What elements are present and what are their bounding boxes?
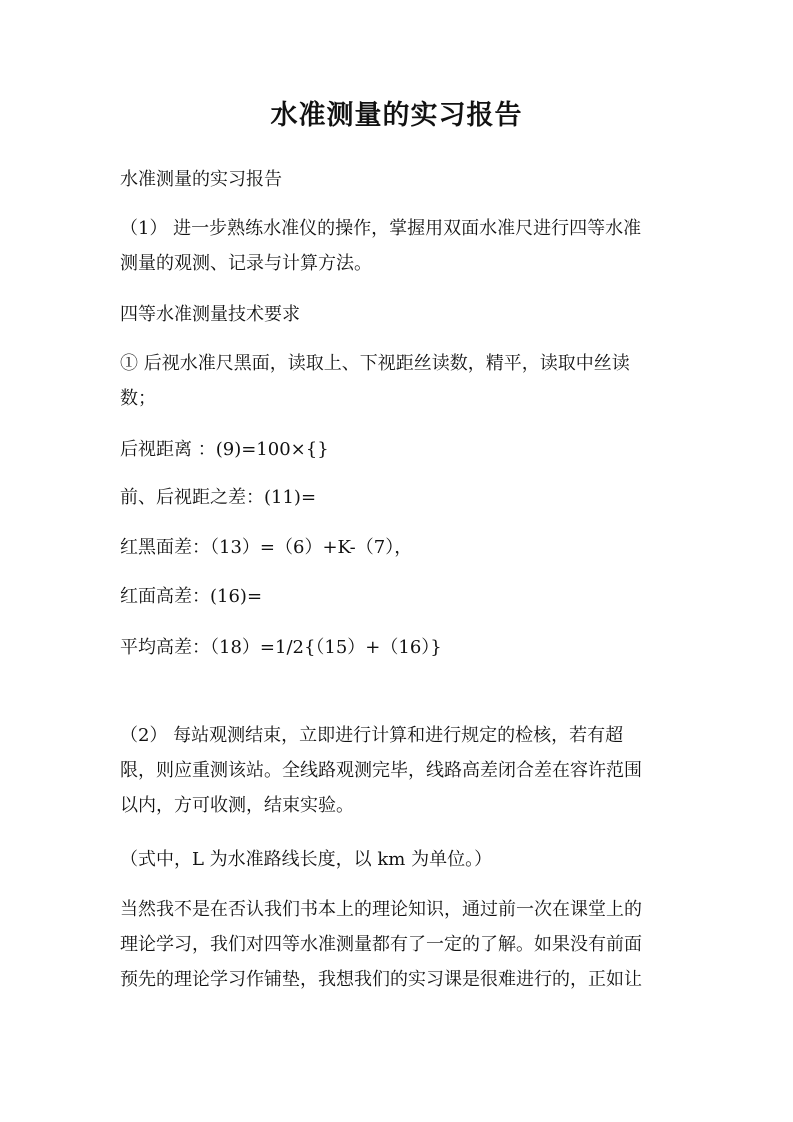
text-line: 测量的观测、记录与计算方法。 bbox=[120, 253, 372, 274]
text-line: 四等水准测量技术要求 bbox=[120, 304, 300, 325]
text-line: 后视距离 ：(9)=100×{} bbox=[120, 439, 329, 460]
text-line: 前、后视距之差：(11)= bbox=[120, 487, 317, 508]
text-line: 以内，方可收测，结束实验。 bbox=[120, 795, 354, 816]
text-line: 水准测量的实习报告 bbox=[120, 169, 282, 190]
text-line: 限，则应重测该站。全线路观测完毕，线路高差闭合差在容许范围 bbox=[120, 760, 642, 781]
paragraph-tech-requirements bbox=[120, 297, 680, 332]
text-line: 红黑面差：（13）=（6）+K-（7）， bbox=[120, 537, 413, 558]
document-title: 水准测量的实习报告 bbox=[270, 100, 523, 131]
text-line: （2） 每站观测结束，立即进行计算和进行规定的检核，若有超 bbox=[120, 725, 624, 746]
text-line: 平均高差：（18）=1/2{（15）+（16）} bbox=[120, 637, 442, 658]
paragraph-objective-1 bbox=[120, 211, 680, 281]
formula-distance-difference bbox=[120, 480, 680, 515]
formula-red-black-difference bbox=[120, 530, 680, 565]
formula-red-height-difference bbox=[120, 579, 680, 614]
paragraph-objective-2 bbox=[120, 718, 680, 823]
text-line: 数； bbox=[120, 388, 156, 409]
formula-backsight-distance bbox=[120, 432, 680, 467]
text-line: 当然我不是在否认我们书本上的理论知识，通过前一次在课堂上的 bbox=[120, 899, 642, 920]
formula-average-height-difference bbox=[120, 630, 680, 665]
text-line: 理论学习，我们对四等水准测量都有了一定的了解。如果没有前面 bbox=[120, 934, 642, 955]
text-line: 预先的理论学习作铺垫，我想我们的实习课是很难进行的，正如让 bbox=[120, 969, 642, 990]
text-line: （式中，L 为水准路线长度，以 km 为单位。） bbox=[120, 849, 493, 870]
paragraph-reflection bbox=[120, 892, 680, 997]
text-line: （1） 进一步熟练水准仪的操作，掌握用双面水准尺进行四等水准 bbox=[120, 218, 642, 239]
paragraph-formula-note bbox=[120, 842, 680, 877]
text-line: 红面高差：(16)= bbox=[120, 586, 263, 607]
paragraph-heading bbox=[120, 162, 680, 197]
text-line: ① 后视水准尺黑面，读取上、下视距丝读数，精平，读取中丝读 bbox=[120, 353, 630, 374]
paragraph-step-1 bbox=[120, 346, 680, 416]
